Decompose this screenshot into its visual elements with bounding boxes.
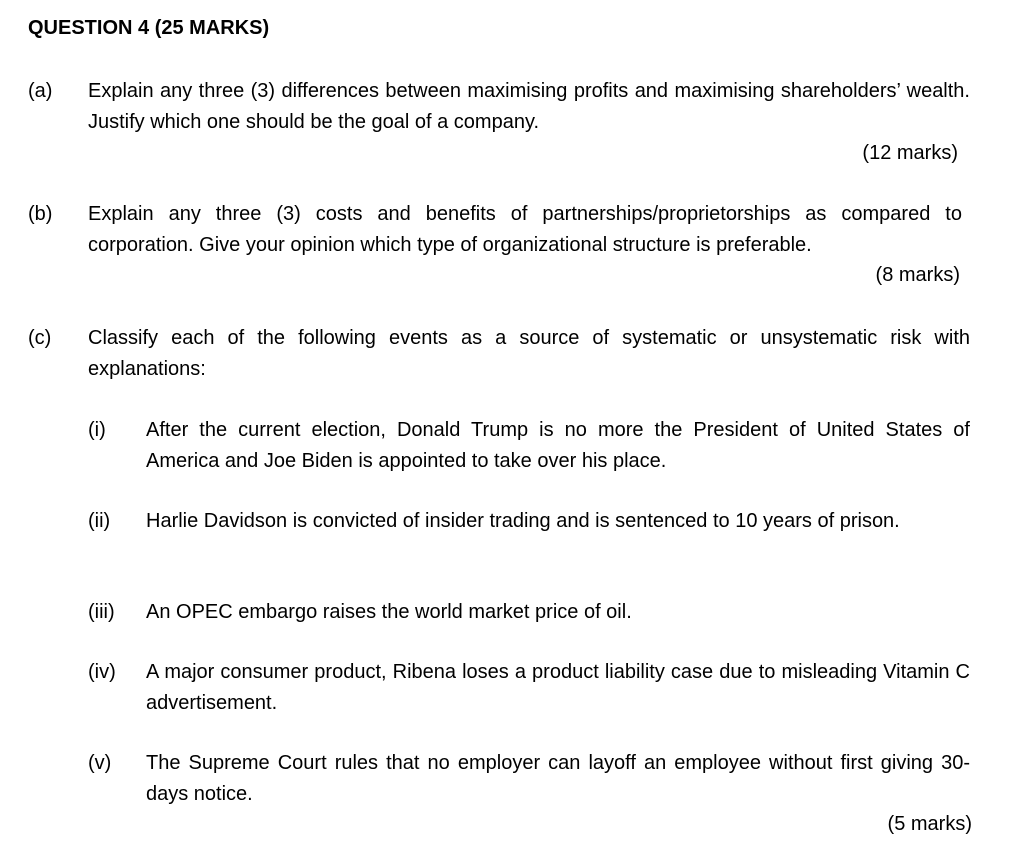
item-ii-label: (ii)	[88, 510, 111, 532]
item-iii-text: An OPEC embargo raises the world market price of oil.	[146, 601, 632, 623]
question-c-item-iii	[88, 597, 970, 628]
question-title: QUESTION 4 (25 MARKS)	[28, 17, 270, 39]
question-a-marks: (12 marks)	[862, 142, 958, 164]
question-c-label: (c)	[28, 327, 52, 349]
question-c-item-ii	[88, 506, 970, 537]
item-v-text: The Supreme Court rules that no employer can layoff an employee without first giving 30-days notice.	[146, 752, 970, 805]
question-b-text: Explain any three (3) costs and benefits of partnerships/proprietorships as compared to corporation. Give your opinion which type of organizational structure is preferable.	[88, 203, 962, 256]
question-c-marks: (5 marks)	[887, 813, 972, 835]
question-c-item-i	[88, 415, 970, 477]
question-c-item-v	[88, 748, 970, 810]
question-c-text: Classify each of the following events as a source of systematic or unsystematic risk with explanations:	[88, 327, 970, 380]
question-a-label: (a)	[28, 80, 53, 102]
question-c	[28, 323, 970, 385]
item-ii-text: Harlie Davidson is convicted of insider trading and is sentenced to 10 years of prison.	[146, 510, 900, 532]
item-i-label: (i)	[88, 419, 106, 441]
question-a	[28, 76, 970, 138]
item-iv-label: (iv)	[88, 661, 116, 683]
item-iii-label: (iii)	[88, 601, 115, 623]
item-v-label: (v)	[88, 752, 112, 774]
question-a-text: Explain any three (3) differences between maximising profits and maximising shareholders’ wealth. Justify which one should be the goal of a company.	[88, 80, 970, 133]
question-b-marks: (8 marks)	[875, 264, 960, 286]
question-b	[28, 199, 970, 261]
question-c-item-iv	[88, 657, 970, 719]
item-iv-text: A major consumer product, Ribena loses a product liability case due to misleading Vitamin C advertisement.	[146, 661, 970, 714]
item-i-text: After the current election, Donald Trump is no more the President of United States of America and Joe Biden is appointed to take over his place.	[146, 419, 970, 472]
question-b-label: (b)	[28, 203, 53, 225]
